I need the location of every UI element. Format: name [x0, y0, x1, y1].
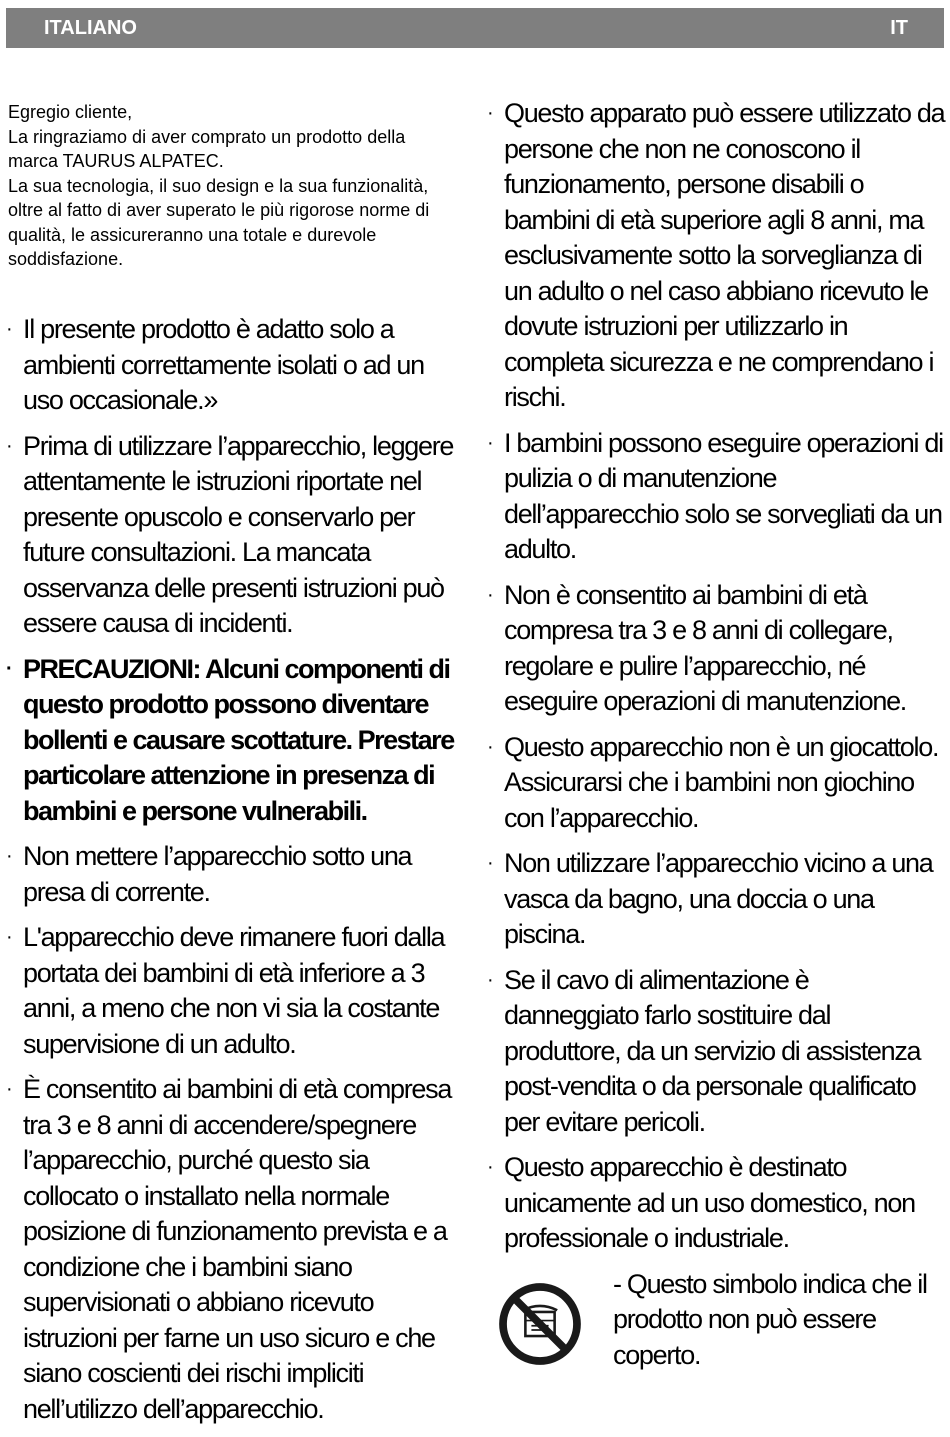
bullet-mark: · [487, 968, 494, 991]
safety-item-text: PRECAUZIONI: Alcuni componenti di questo prodotto possono diventare bollenti e causare scottature. Prestare particolare attenzione in presenza di bambini e persone vulnerabili. [23, 653, 454, 826]
intro-thanks: La ringraziamo di aver comprato un prodotto della marca TAURUS ALPATEC. [8, 126, 406, 171]
safety-item-text: Prima di utilizzare l’apparecchio, leggere attentamente le istruzioni riportate nel presente opuscolo e conservarlo per future consultazioni. La mancata osservanza delle presenti istruzioni può essere causa di incidenti. [23, 430, 454, 638]
safety-item-text: È consentito ai bambini di età compresa tra 3 e 8 anni di accendere/spegnere l’apparecchio, purché questo sia collocato o installato nella normale posizione di funzionamento prevista e a condizione che i bambini siano supervisionati o abbiano ricevuto istruzioni per farne un uso sicuro e che siano coscienti dei rischi impliciti nell’utilizzo dell’apparecchio. [23, 1074, 452, 1424]
bullet-mark: · [6, 657, 13, 680]
safety-item [487, 96, 945, 416]
safety-item [487, 730, 945, 837]
bullet-mark: · [487, 102, 494, 124]
safety-item [6, 1072, 468, 1427]
language-label: ITALIANO [44, 17, 137, 39]
safety-item-text: L'apparecchio deve rimanere fuori dalla portata dei bambini di età inferiore a 3 anni, a meno che non vi sia la costante supervisione di un adulto. [23, 922, 445, 1059]
intro-quality: La sua tecnologia, il suo design e la sua funzionalità, oltre al fatto di aver superato le più rigorose norme di qualità, le assicureranno una totale e durevole soddisfazione. [8, 175, 430, 269]
safety-item-text: Se il cavo di alimentazione è danneggiato farlo sostituire dal produttore, da un servizio di assistenza post-vendita o da personale qualificato per evitare pericoli. [504, 964, 921, 1137]
right-column [487, 96, 945, 1377]
do-not-cover-icon [497, 1281, 583, 1367]
safety-item [6, 429, 468, 642]
safety-item [6, 312, 468, 419]
intro-text [8, 100, 448, 272]
bullet-mark: · [487, 735, 494, 758]
safety-item-text: Non mettere l’apparecchio sotto una presa di corrente. [23, 841, 412, 907]
bullet-mark: · [6, 434, 13, 457]
intro-greeting: Egregio cliente, [8, 102, 133, 122]
precaution-item [6, 652, 468, 830]
safety-item-text: I bambini possono eseguire operazioni di pulizia o di manutenzione dell’apparecchio solo se sorvegliati da un adulto. [504, 427, 943, 564]
bullet-mark: · [487, 852, 494, 874]
bullet-mark: · [6, 1078, 13, 1100]
do-not-cover-notice [487, 1267, 945, 1377]
safety-item [487, 426, 945, 568]
safety-item [6, 920, 468, 1062]
safety-item [6, 839, 468, 910]
bullet-mark: · [487, 583, 494, 606]
safety-item-text: Questo apparecchio non è un giocattolo. Assicurarsi che i bambini non giochino con l’apparecchio. [504, 731, 939, 833]
safety-item-text: Questo apparecchio è destinato unicamente ad un uso domestico, non professionale o industriale. [504, 1152, 915, 1253]
safety-item-text: Non utilizzare l’apparecchio vicino a una vasca da bagno, una doccia o una piscina. [504, 848, 933, 949]
bullet-mark: · [6, 926, 13, 948]
safety-item [487, 963, 945, 1141]
language-code: IT [890, 17, 908, 39]
bullet-mark: · [6, 318, 13, 340]
safety-item-text: Non è consentito ai bambini di età compresa tra 3 e 8 anni di collegare, regolare e pulire l’apparecchio, né eseguire operazioni di manutenzione. [504, 579, 906, 716]
safety-item [487, 578, 945, 720]
left-column [6, 312, 468, 1437]
bullet-mark: · [487, 431, 494, 454]
bullet-mark: · [6, 845, 13, 867]
safety-item [487, 846, 945, 953]
safety-item-text: Questo apparato può essere utilizzato da persone che non ne conoscono il funzionamento, persone disabili o bambini di età superiore agli 8 anni, ma esclusivamente sotto la sorveglianza di un adulto o nel caso abbiano ricevuto le dovute istruzioni per utilizzarlo in completa sicurezza e ne comprendano i rischi. [504, 98, 945, 412]
language-header [6, 8, 944, 48]
safety-item [487, 1150, 945, 1257]
symbol-description: - Questo simbolo indica che il prodotto non può essere coperto. [613, 1268, 927, 1370]
bullet-mark: · [487, 1156, 494, 1178]
safety-item-text: Il presente prodotto è adatto solo a ambienti correttamente isolati o ad un uso occasionale.» [23, 314, 424, 415]
